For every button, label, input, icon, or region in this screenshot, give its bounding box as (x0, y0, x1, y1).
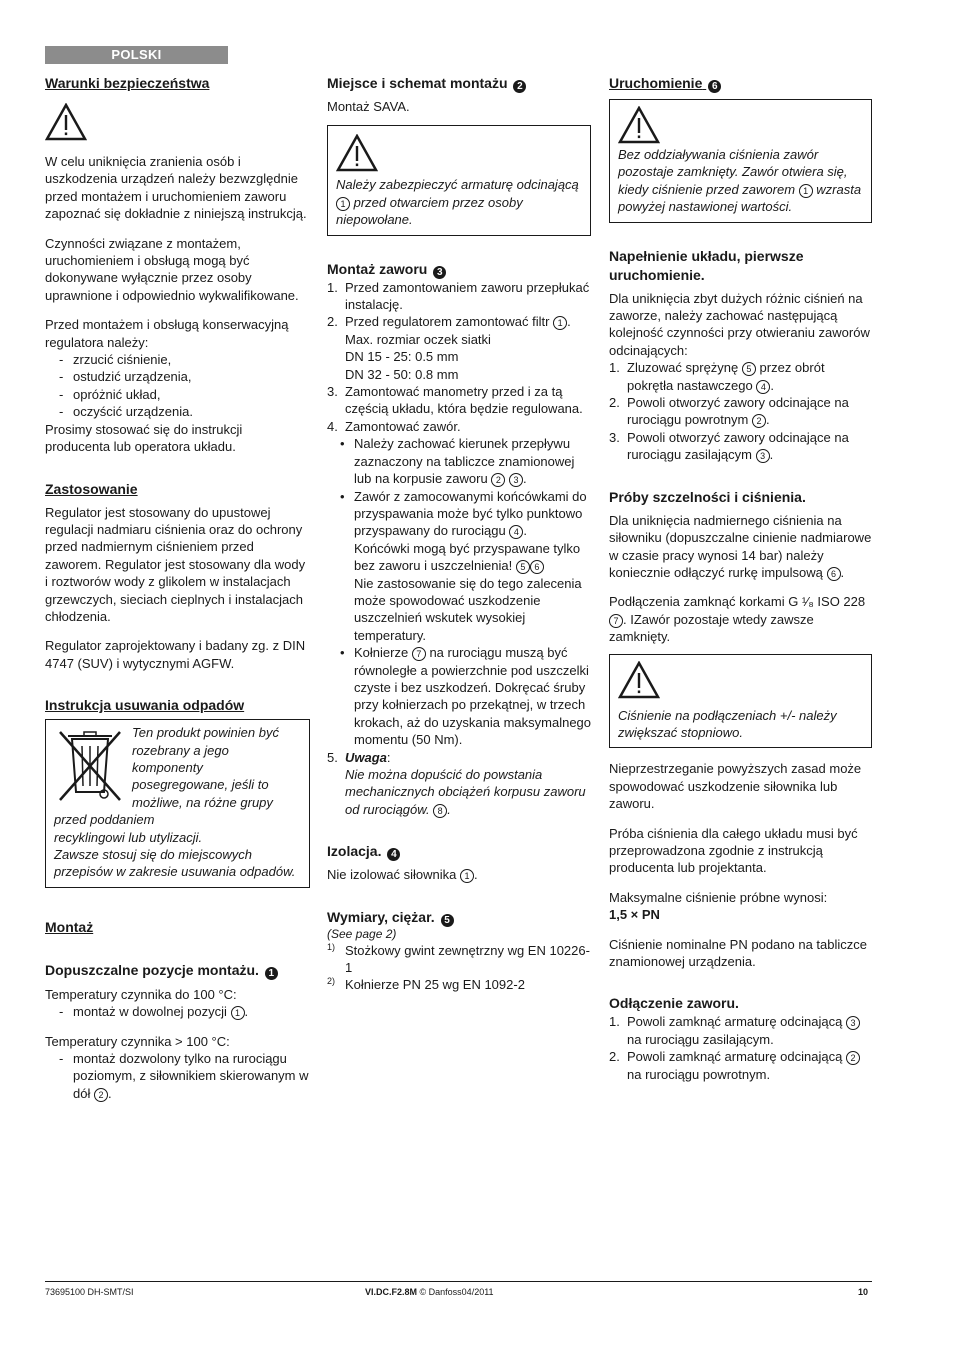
insulation-text: Nie izolować siłownika 1 . (327, 867, 478, 883)
ref-marker: 3 (756, 449, 770, 463)
list-item: - oczyścić urządzenia. (45, 403, 310, 420)
page-number: 10 (858, 1287, 869, 1297)
column-2 (327, 74, 591, 994)
place-text: Montaż SAVA. (327, 99, 410, 114)
list-item: • Kołnierze 7 na rurociągu muszą być równoległe a powierzchnie pod uszczelki czyste i bez uszkodzeń. Dokręcać śruby przy kołnierzach po przekątnej, w trzech krokach, aż do uzyskania maksymalnego momentu (50 Nm). (327, 644, 591, 748)
list-item: • Zawór z zamocowanymi końcówkami do przyspawania może być tylko punktowo przyspawany do rurociągu 4 . Końcówki mogą być przyspawane tylko bez zaworu i uszczelnienia! 5 6 Nie zastosowanie się do tego zalecenia może spowodować uszkodzenie uszczelnień wskutek wysokiej temperatury. (327, 488, 591, 645)
tests-paragraph-1: Dla uniknięcia nadmiernego ciśnienia na siłowniku (dopuszczalne cinienie nadmiarowe w czasie pracy wynosi 14 bar) należy koniecznie odłączyć rurkę impulsową 6 . (609, 512, 872, 580)
warning-icon (336, 134, 378, 172)
positions-temp-1: Temperatury czynnika do 100 °C: (45, 986, 237, 1002)
figure-badge: 5 (441, 914, 454, 927)
mounting-heading: Montaż (45, 918, 94, 935)
ref-marker: 4 (509, 525, 523, 539)
tests-warning-box (609, 654, 872, 749)
valve-bullets (327, 435, 591, 748)
list-item: - montaż dozwolony tylko na rurociągu poziomym, z siłownikiem skierowanym w dół 2 . (45, 1050, 310, 1102)
warning-icon (618, 106, 660, 144)
application-paragraph-2: Regulator zaprojektowany i badany zg. z DIN 4747 (SUV) i wytycznymi AGFW. (45, 638, 306, 671)
list-item: 2. Powoli zamknąć armaturę odcinającą 2 na rurociągu powrotnym. (609, 1048, 872, 1083)
column-1 (45, 74, 310, 1102)
ref-marker: 1 (336, 197, 350, 211)
tests-warning-text: Ciśnienie na podłączeniach +/- należy zwiększać stopniowo. (618, 707, 837, 740)
positions-temp-2: Temperatury czynnika > 100 °C: (45, 1033, 230, 1049)
safety-list (45, 351, 310, 421)
ref-marker: 5 (516, 560, 530, 574)
ref-marker: 3 (509, 473, 523, 487)
filling-steps (609, 359, 872, 463)
tests-paragraph-2: Podłączenia zamknąć korkami G ¹⁄₈ ISO 228 7 . IZawór pozostaje wtedy zawsze zamknięty. (609, 594, 866, 645)
ref-marker: 1 (799, 184, 813, 198)
footer-doc-number: 73695100 DH-SMT/SI (45, 1287, 134, 1297)
list-item: 2. Przed regulatorem zamontować filtr 1 . Max. rozmiar oczek siatki DN 15 - 25: 0.5 mm DN 32 - 50: 0.8 mm (327, 314, 571, 382)
disconnect-steps (609, 1013, 872, 1083)
ref-marker: 2 (94, 1088, 108, 1102)
ref-marker: 1 (460, 869, 474, 883)
place-warning-box (327, 125, 591, 235)
footer-center (365, 1286, 494, 1298)
footer-copyright: © Danfoss04/2011 (419, 1287, 494, 1297)
disposal-box (45, 719, 310, 888)
list-item: 3. Zamontować manometry przed i za tą częścią układu, która będzie regulowana. (327, 384, 583, 417)
place-heading: Miejsce i schemat montażu 2 (327, 74, 591, 93)
tests-heading: Próby szczelności i ciśnienia. (609, 488, 806, 505)
footnote: 1) Stożkowy gwint zewnętrzny wg EN 10226-1 (327, 941, 590, 976)
tests-paragraph-5: Maksymalne ciśnienie próbne wynosi: (609, 889, 828, 905)
disposal-text-2: recyklingowi lub utylizacji. (54, 829, 203, 845)
ref-marker: 6 (530, 560, 544, 574)
figure-badge: 2 (513, 80, 526, 93)
ref-marker: 5 (742, 362, 756, 376)
application-heading: Zastosowanie (45, 480, 138, 497)
disposal-text-1: Ten produkt powinien być rozebrany a jego komponenty posegregowane, jeśli to możliwe, na różne grupy przed poddaniem (54, 725, 279, 828)
valve-steps (327, 279, 591, 819)
list-item: - opróżnić układ, (45, 386, 310, 403)
ref-marker: 4 (756, 380, 770, 394)
ref-marker: 1 (553, 316, 567, 330)
ref-marker: 8 (433, 804, 447, 818)
list-item: • Należy zachować kierunek przepływu zaznaczony na tabliczce znamionowej lub na korpusie zaworu 2 3 . (327, 435, 591, 487)
list-item: 5. Uwaga: Nie można dopuścić do powstania mechanicznych obciążeń korpusu zaworu od rurociągów. 8 . (327, 749, 586, 817)
list-item: - zrzucić ciśnienie, (45, 351, 310, 368)
ref-marker: 2 (491, 473, 505, 487)
tests-paragraph-6: Ciśnienie nominalne PN podano na tabliczce znamionowej urządzenia. (609, 936, 867, 969)
figure-badge: 6 (708, 80, 721, 93)
max-test-pressure: 1,5 × PN (609, 907, 660, 923)
ref-marker: 6 (827, 567, 841, 581)
ref-marker: 7 (609, 614, 623, 628)
footnote: 2) Kołnierze PN 25 wg EN 1092-2 (327, 976, 525, 993)
column-3 (609, 74, 872, 1083)
footer-divider (45, 1281, 872, 1282)
ref-marker: 2 (846, 1051, 860, 1065)
list-item: - ostudzić urządzenia, (45, 368, 310, 385)
valve-heading: Montaż zaworu 3 (327, 260, 591, 279)
positions-heading: Dopuszczalne pozycje montażu. 1 (45, 961, 310, 980)
footer-code: VI.DC.F2.8M (365, 1287, 418, 1297)
language-tab: POLSKI (45, 46, 228, 64)
tests-paragraph-3: Nieprzestrzeganie powyższych zasad może spowodować uszkodzenie siłownika lub zaworu. (609, 761, 862, 812)
ref-marker: 2 (752, 414, 766, 428)
startup-heading: Uruchomienie 6 (609, 74, 872, 93)
see-page-note: (See page 2) (327, 926, 397, 941)
safety-paragraph-1: W celu uniknięcia zranienia osób i uszkodzenia urządzeń należy bezwzględnie przed montażem i uruchomieniem zaworu zapoznać się dokładnie z niniejszą instrukcją. (45, 154, 307, 222)
list-item: - montaż w dowolnej pozycji 1 . (45, 1003, 310, 1020)
tests-paragraph-4: Próba ciśnienia dla całego układu musi być przeprowadzona zgodnie z instrukcją producenta lub projektanta. (609, 825, 858, 876)
positions-list-2 (45, 1050, 310, 1102)
ref-marker: 7 (412, 647, 426, 661)
startup-warning-box (609, 99, 872, 223)
figure-badge: 3 (433, 266, 446, 279)
disconnect-heading: Odłączenie zaworu. (609, 995, 739, 1012)
list-item: 2. Powoli otworzyć zawory odcinające na rurociągu powrotnym 2 . (609, 395, 849, 428)
positions-list-1 (45, 1003, 310, 1020)
list-item: 4. Zamontować zawór. • Należy zachować kierunek przepływu zaznaczony na tabliczce znamionowej lub na korpusie zaworu 2 3 . • Zawór z zamocowanymi końcówkami do przyspawania może być tylko punktowo przyspawany do rurociągu 4 . Końcówki mogą być przyspawane tylko bez zaworu i uszczelnienia! 5 6 Nie zastosowanie się do tego zalecenia może spowodować uszkodzenie uszczelnień wskutek wysokiej temperatury. • Kołnierze 7 na rurociągu muszą być równoległe a powierzchnie pod uszczelki czyste i bez uszkodzeń. Dokręcać śruby przy kołnierzach po przekątnej, w trzech krokach, aż do uzyskania maksymalnego momentu (50 Nm). (327, 418, 591, 749)
figure-badge: 1 (265, 967, 278, 980)
ref-marker: 1 (231, 1006, 245, 1020)
crossed-bin-icon (54, 726, 126, 806)
warning-icon (618, 661, 660, 699)
filling-heading: Napełnienie układu, pierwsze uruchomienie. (609, 247, 804, 283)
list-item: 1. Powoli zamknąć armaturę odcinającą 3 na rurociągu zasilającym. (609, 1013, 872, 1048)
startup-warning-text: Bez oddziaływania ciśnienia zawór pozostaje zamknięty. Zawór otwiera się, kiedy ciśnienie przed zaworem 1 wzrasta powyżej nastawionej wartości. (618, 147, 862, 215)
warning-icon (45, 103, 87, 141)
place-warning-text: Należy zabezpieczyć armaturę odcinającą 1 przed otwarciem przez osoby niepowołane. (336, 177, 579, 228)
safety-paragraph-4: Prosimy stosować się do instrukcji producenta lub operatora układu. (45, 421, 243, 455)
ref-marker: 3 (846, 1016, 860, 1030)
figure-badge: 4 (387, 848, 400, 861)
filling-paragraph: Dla uniknięcia zbyt dużych różnic ciśnień na zaworze, należy zachować następującą kolejność czynności przy otwieraniu zaworów odcinających: (609, 290, 870, 358)
safety-paragraph-3: Przed montażem i obsługą konserwacyjną regulatora należy: (45, 317, 289, 350)
list-item: 1. Zluzować sprężynę 5 przez obrót pokrętła nastawczego 4 . (609, 360, 825, 393)
list-item: 3. Powoli otworzyć zawory odcinające na rurociągu zasilającym 3 . (609, 429, 849, 463)
safety-paragraph-2: Czynności związane z montażem, uruchomieniem i obsługą mogą być dokonywane wyłącznie przez osoby uprawnione i odpowiednio wykwalifikowane. (45, 235, 299, 303)
list-item: 1. Przed zamontowaniem zaworu przepłukać instalację. (327, 279, 590, 313)
disposal-heading: Instrukcja usuwania odpadów (45, 697, 245, 714)
footnote-list (327, 942, 591, 994)
note-text: Nie można dopuścić do powstania mechanicznych obciążeń korpusu zaworu od rurociągów. 8 . (345, 767, 586, 817)
safety-heading: Warunki bezpieczeństwa (45, 75, 210, 91)
insulation-heading: Izolacja. 4 (327, 842, 591, 861)
dimensions-heading: Wymiary, ciężar. 5 (327, 908, 591, 927)
disposal-text-3: Zawsze stosuj się do miejscowych przepisów w zakresie usuwania odpadów. (54, 847, 296, 880)
application-paragraph-1: Regulator jest stosowany do upustowej regulacji nadmiaru ciśnienia oraz do ochrony przed nadmiernym ciśnieniem przed zaworem. Regulator jest stosowany dla wody i roztworów wody z glikolem w instalacjach grzewczych, sieciach cieplnych i instalacjach chłodzenia. (45, 504, 306, 624)
